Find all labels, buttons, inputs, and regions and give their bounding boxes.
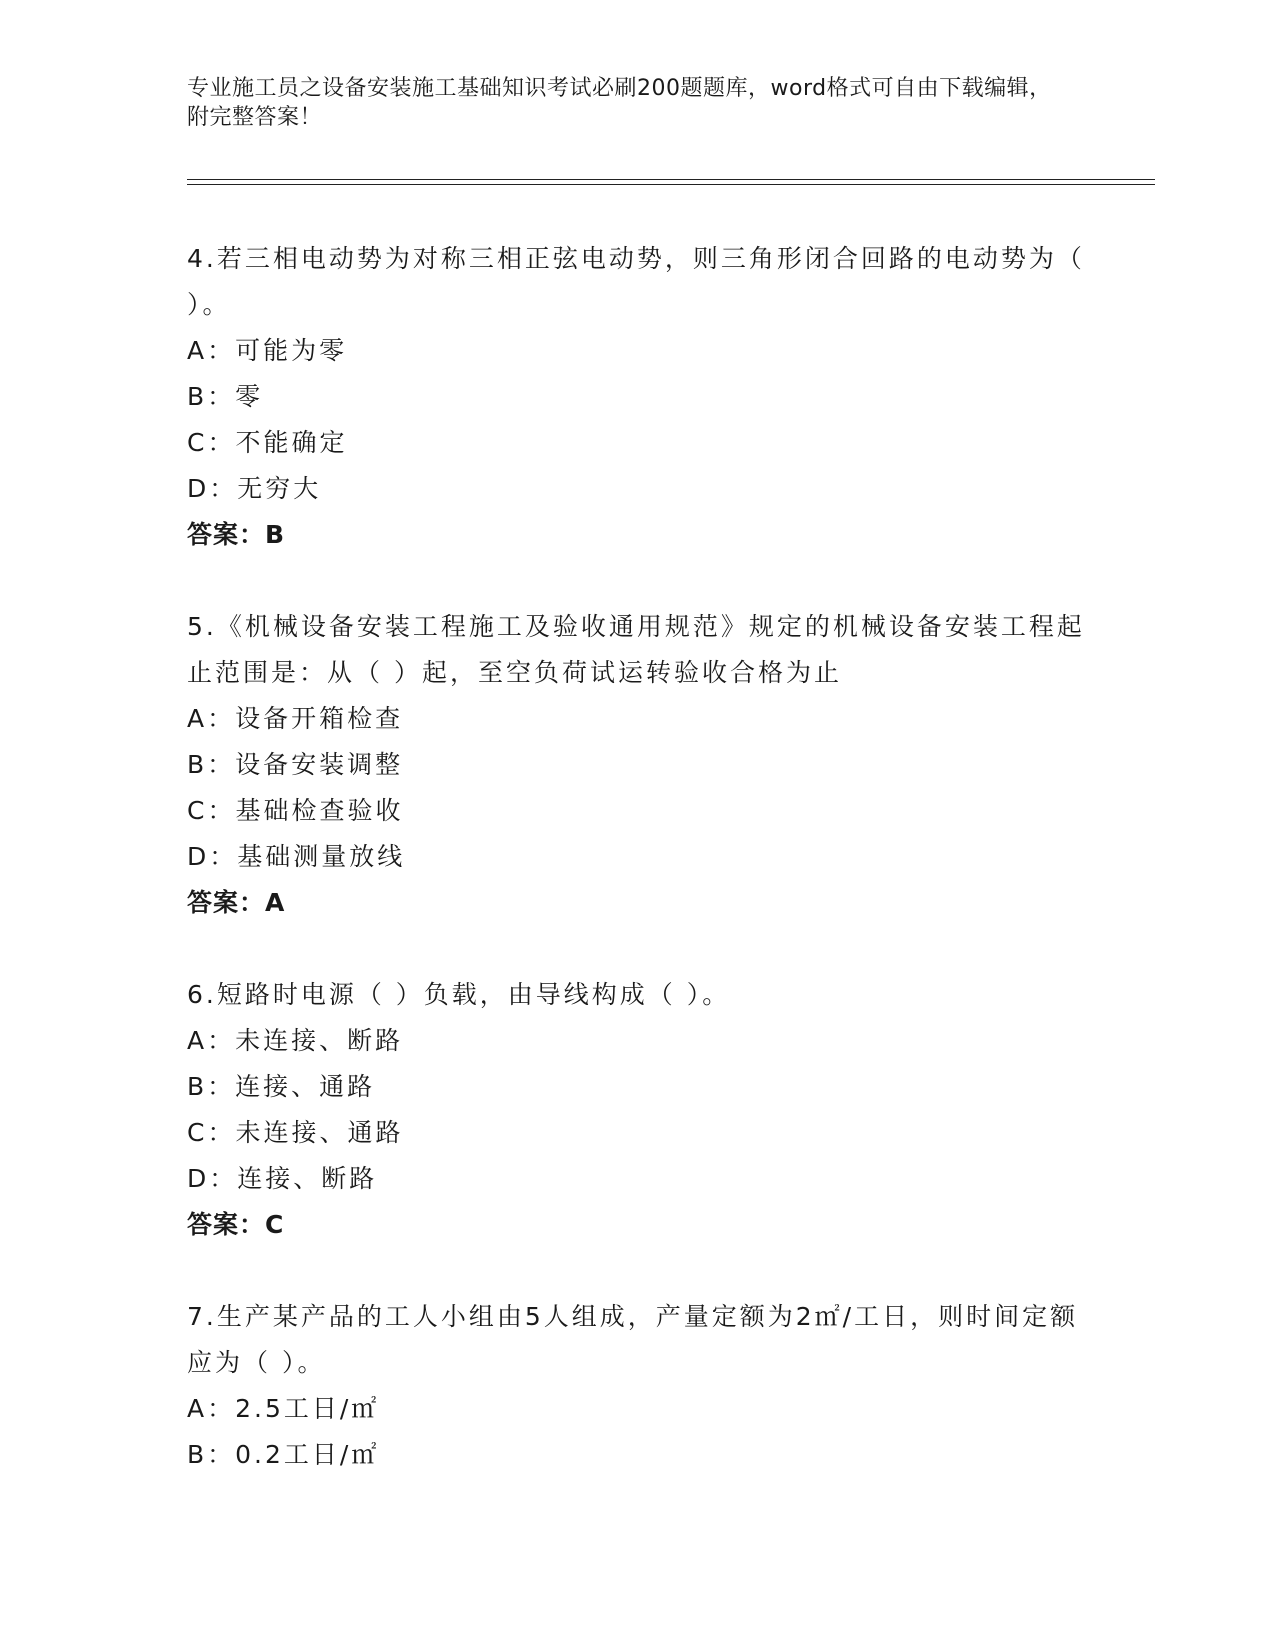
option-d: D：基础测量放线 — [187, 842, 406, 871]
option-c: C：不能确定 — [187, 428, 348, 457]
option-d: D：无穷大 — [187, 474, 322, 503]
question-4 — [187, 236, 1087, 558]
option-b: B：0.2工日/㎡ — [187, 1440, 380, 1469]
option-b: B：设备安装调整 — [187, 750, 404, 779]
question-gap — [187, 926, 1087, 972]
question-stem: 7.生产某产品的工人小组由5人组成，产量定额为2㎡/工日，则时间定额应为（ ）。 — [187, 1302, 1079, 1377]
question-gap — [187, 1248, 1087, 1294]
option-b: B：零 — [187, 382, 264, 411]
answer-line: 答案：A — [187, 888, 286, 917]
option-a: A：可能为零 — [187, 336, 348, 365]
question-stem: 5.《机械设备安装工程施工及验收通用规范》规定的机械设备安装工程起止范围是：从（ ）起，至空负荷试运转验收合格为止 — [187, 612, 1085, 687]
document-header: 专业施工员之设备安装施工基础知识考试必刷200题题库，word格式可自由下载编辑，附完整答案！ — [187, 76, 1052, 130]
answer-line: 答案：B — [187, 520, 286, 549]
option-a: A：2.5工日/㎡ — [187, 1394, 380, 1423]
header-divider-bottom — [187, 184, 1155, 185]
option-d: D：连接、断路 — [187, 1164, 378, 1193]
question-7 — [187, 1294, 1087, 1478]
header-divider-top — [187, 179, 1155, 180]
answer-line: 答案：C — [187, 1210, 285, 1239]
question-5 — [187, 604, 1087, 926]
option-c: C：未连接、通路 — [187, 1118, 404, 1147]
option-c: C：基础检查验收 — [187, 796, 404, 825]
question-gap — [187, 558, 1087, 604]
question-stem: 6.短路时电源（ ）负载，由导线构成（ ）。 — [187, 980, 731, 1009]
option-a: A：未连接、断路 — [187, 1026, 404, 1055]
question-list — [187, 236, 1087, 1478]
option-b: B：连接、通路 — [187, 1072, 376, 1101]
option-a: A：设备开箱检查 — [187, 704, 404, 733]
question-6 — [187, 972, 1087, 1248]
question-stem: 4.若三相电动势为对称三相正弦电动势，则三角形闭合回路的电动势为（ ）。 — [187, 244, 1085, 319]
